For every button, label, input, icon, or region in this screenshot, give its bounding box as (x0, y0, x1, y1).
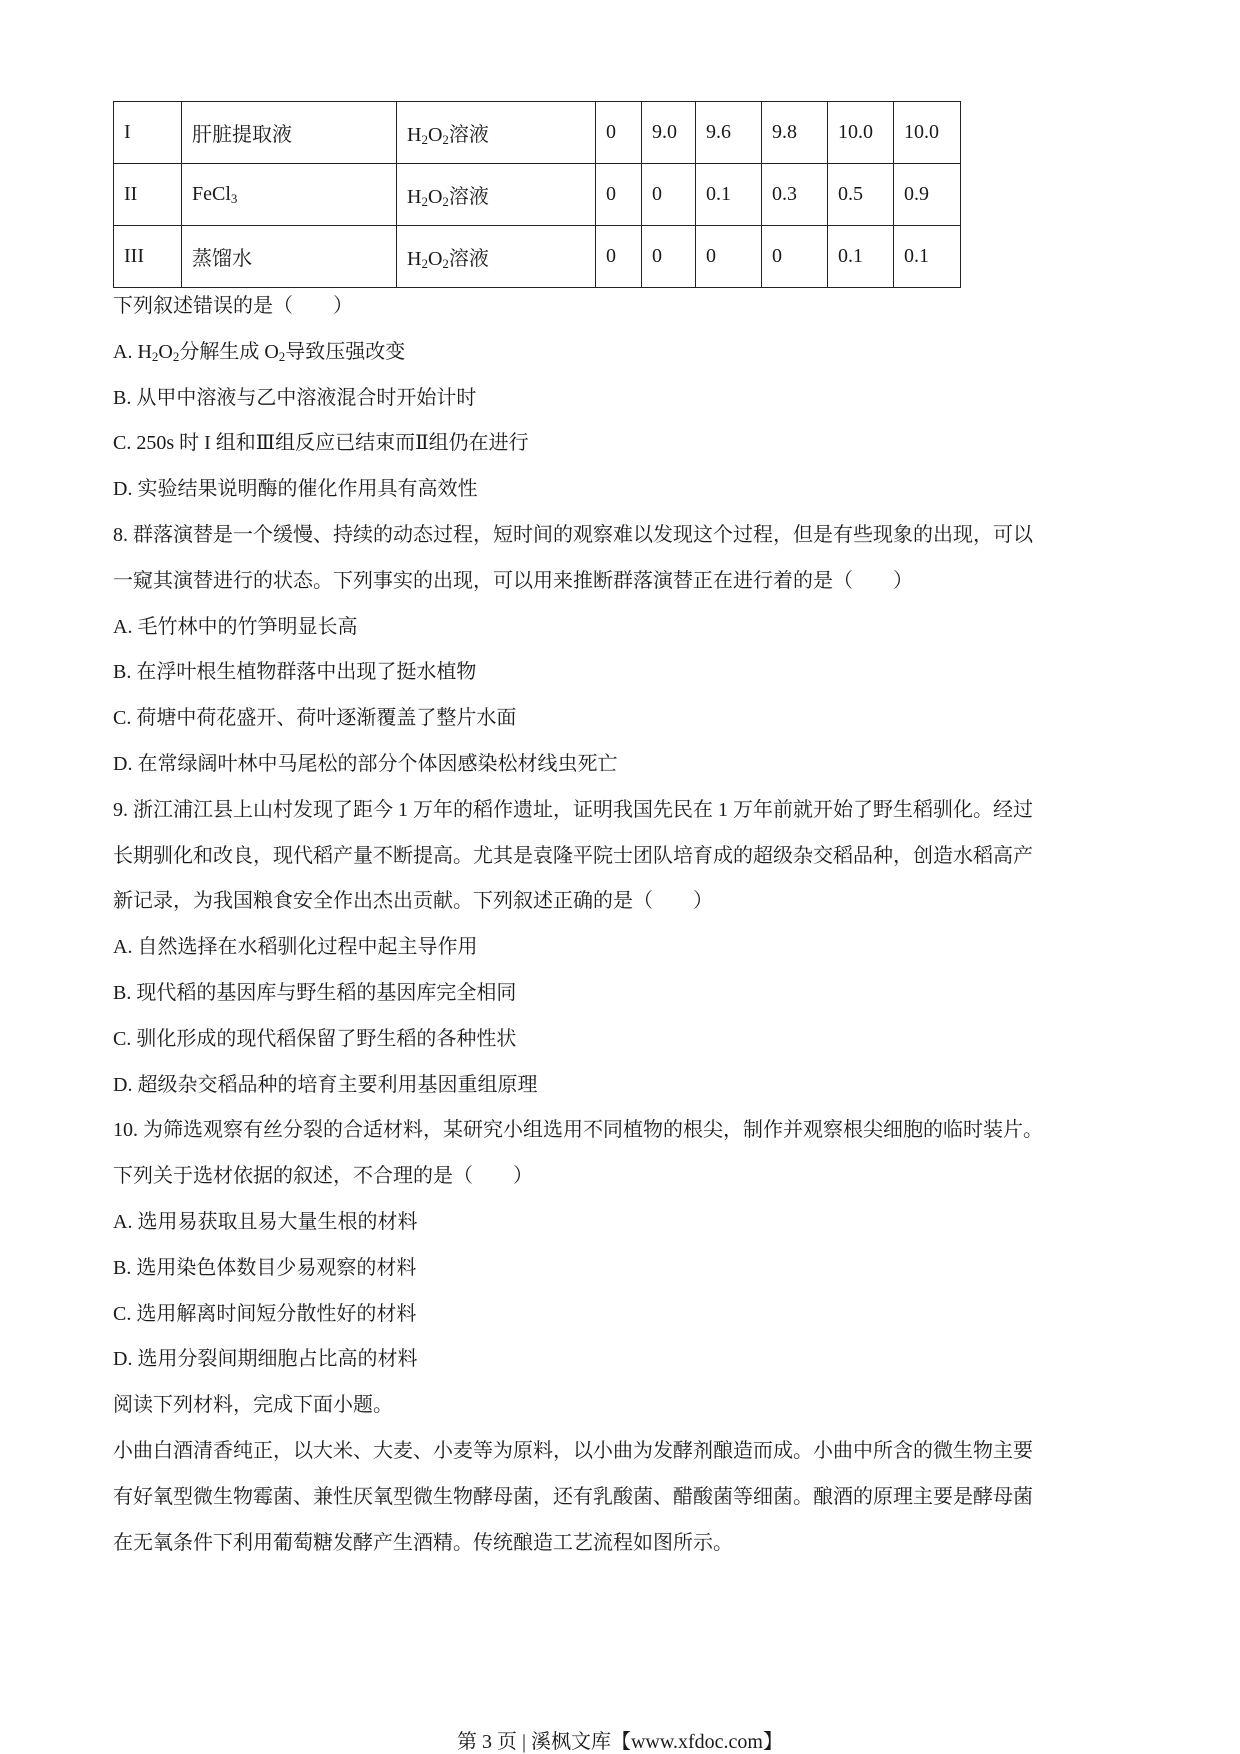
question-10-option-d: D. 选用分裂间期细胞占比高的材料 (113, 1348, 418, 1371)
table-cell-substrate: $H_2O_2$溶液 (397, 226, 596, 288)
table-cell-reagent: FeCl$_3$ (182, 164, 397, 226)
question-8-stem-line-1: 8. 群落演替是一个缓慢、持续的动态过程，短时间的观察难以发现这个过程，但是有些现象的出现，可以 (113, 523, 1033, 546)
reading-paragraph-line-2: 有好氧型微生物霉菌、兼性厌氧型微生物酵母菌，还有乳酸菌、醋酸菌等细菌。酿酒的原理主要是酵母菌 (113, 1485, 1033, 1508)
table-cell-value: 9.0 (642, 102, 696, 164)
table-cell-substrate: $H_2O_2$溶液 (397, 164, 596, 226)
table-cell-value: 0.3 (762, 164, 828, 226)
question-8-stem-line-2: 一窥其演替进行的状态。下列事实的出现，可以用来推断群落演替正在进行着的是（ ） (113, 569, 913, 592)
question-7-option-d: D. 实验结果说明酶的催化作用具有高效性 (113, 478, 478, 501)
table-cell-value: 0.5 (828, 164, 894, 226)
table-cell-value: 0 (696, 226, 762, 288)
table-row (114, 226, 961, 288)
question-9-option-d: D. 超级杂交稻品种的培育主要利用基因重组原理 (113, 1073, 538, 1096)
question-9-option-c: C. 驯化形成的现代稻保留了野生稻的各种性状 (113, 1027, 517, 1050)
table-cell-value: 0 (596, 102, 642, 164)
table-row (114, 164, 961, 226)
table-cell-substrate: $H_2O_2$溶液 (397, 102, 596, 164)
table-cell-value: 0 (642, 164, 696, 226)
table-cell-value: 0 (642, 226, 696, 288)
question-9-option-a: A. 自然选择在水稻驯化过程中起主导作用 (113, 936, 478, 959)
table-cell-reagent: 肝脏提取液 (182, 102, 397, 164)
question-10-option-a: A. 选用易获取且易大量生根的材料 (113, 1210, 418, 1233)
table-cell-value: 10.0 (894, 102, 961, 164)
reading-paragraph-line-1: 小曲白酒清香纯正，以大米、大麦、小麦等为原料，以小曲为发酵剂酿造而成。小曲中所含的微生物主要 (113, 1439, 1033, 1462)
table-cell-value: 0.1 (894, 226, 961, 288)
question-8-option-d: D. 在常绿阔叶林中马尾松的部分个体因感染松材线虫死亡 (113, 752, 618, 775)
table-cell-reagent: 蒸馏水 (182, 226, 397, 288)
question-10-stem-line-2: 下列关于选材依据的叙述，不合理的是（ ） (113, 1165, 533, 1188)
question-10-option-c: C. 选用解离时间短分散性好的材料 (113, 1302, 417, 1325)
table-row (114, 102, 961, 164)
question-7-stem: 下列叙述错误的是（ ） (113, 295, 353, 317)
question-10-option-b: B. 选用染色体数目少易观察的材料 (113, 1256, 417, 1279)
table-cell-value: 0 (762, 226, 828, 288)
table-cell-group: II (114, 164, 182, 226)
question-7-option-b: B. 从甲中溶液与乙中溶液混合时开始计时 (113, 386, 477, 409)
question-8-option-a: A. 毛竹林中的竹笋明显长高 (113, 615, 358, 638)
question-9-stem-line-2: 长期驯化和改良，现代稻产量不断提高。尤其是袁隆平院士团队培育成的超级杂交稻品种，创造水稻高产 (113, 844, 1033, 867)
table-cell-value: 10.0 (828, 102, 894, 164)
question-7-option-a: A. $H_2O_2$分解生成 $O_2$导致压强改变 (113, 340, 406, 364)
table-cell-value: 0.1 (828, 226, 894, 288)
question-9-option-b: B. 现代稻的基因库与野生稻的基因库完全相同 (113, 981, 517, 1004)
table-cell-group: III (114, 226, 182, 288)
experiment-data-table (113, 101, 961, 288)
question-content (113, 288, 1123, 1570)
table-cell-value: 0.1 (696, 164, 762, 226)
reading-paragraph-line-3: 在无氧条件下利用葡萄糖发酵产生酒精。传统酿造工艺流程如图所示。 (113, 1531, 733, 1554)
question-9-stem-line-3: 新记录，为我国粮食安全作出杰出贡献。下列叙述正确的是（ ） (113, 890, 713, 913)
table-cell-group: I (114, 102, 182, 164)
table-cell-value: 0 (596, 164, 642, 226)
reading-intro: 阅读下列材料，完成下面小题。 (113, 1394, 393, 1417)
table-cell-value: 0 (596, 226, 642, 288)
table-cell-value: 0.9 (894, 164, 961, 226)
question-9-stem-line-1: 9. 浙江浦江县上山村发现了距今 1 万年的稻作遗址，证明我国先民在 1 万年前就开始了野生稻驯化。经过 (113, 798, 1033, 821)
question-10-stem-line-1: 10. 为筛选观察有丝分裂的合适材料，某研究小组选用不同植物的根尖，制作并观察根尖细胞的临时装片。 (113, 1119, 1043, 1142)
question-8-option-c: C. 荷塘中荷花盛开、荷叶逐渐覆盖了整片水面 (113, 707, 517, 730)
table-cell-value: 9.8 (762, 102, 828, 164)
page-footer: 第 3 页 | 溪枫文库【www.xfdoc.com】 (456, 1731, 783, 1753)
question-8-option-b: B. 在浮叶根生植物群落中出现了挺水植物 (113, 661, 477, 684)
question-7-option-c: C. 250s 时 I 组和Ⅲ组反应已结束而Ⅱ组仍在进行 (113, 432, 529, 455)
table-cell-value: 9.6 (696, 102, 762, 164)
